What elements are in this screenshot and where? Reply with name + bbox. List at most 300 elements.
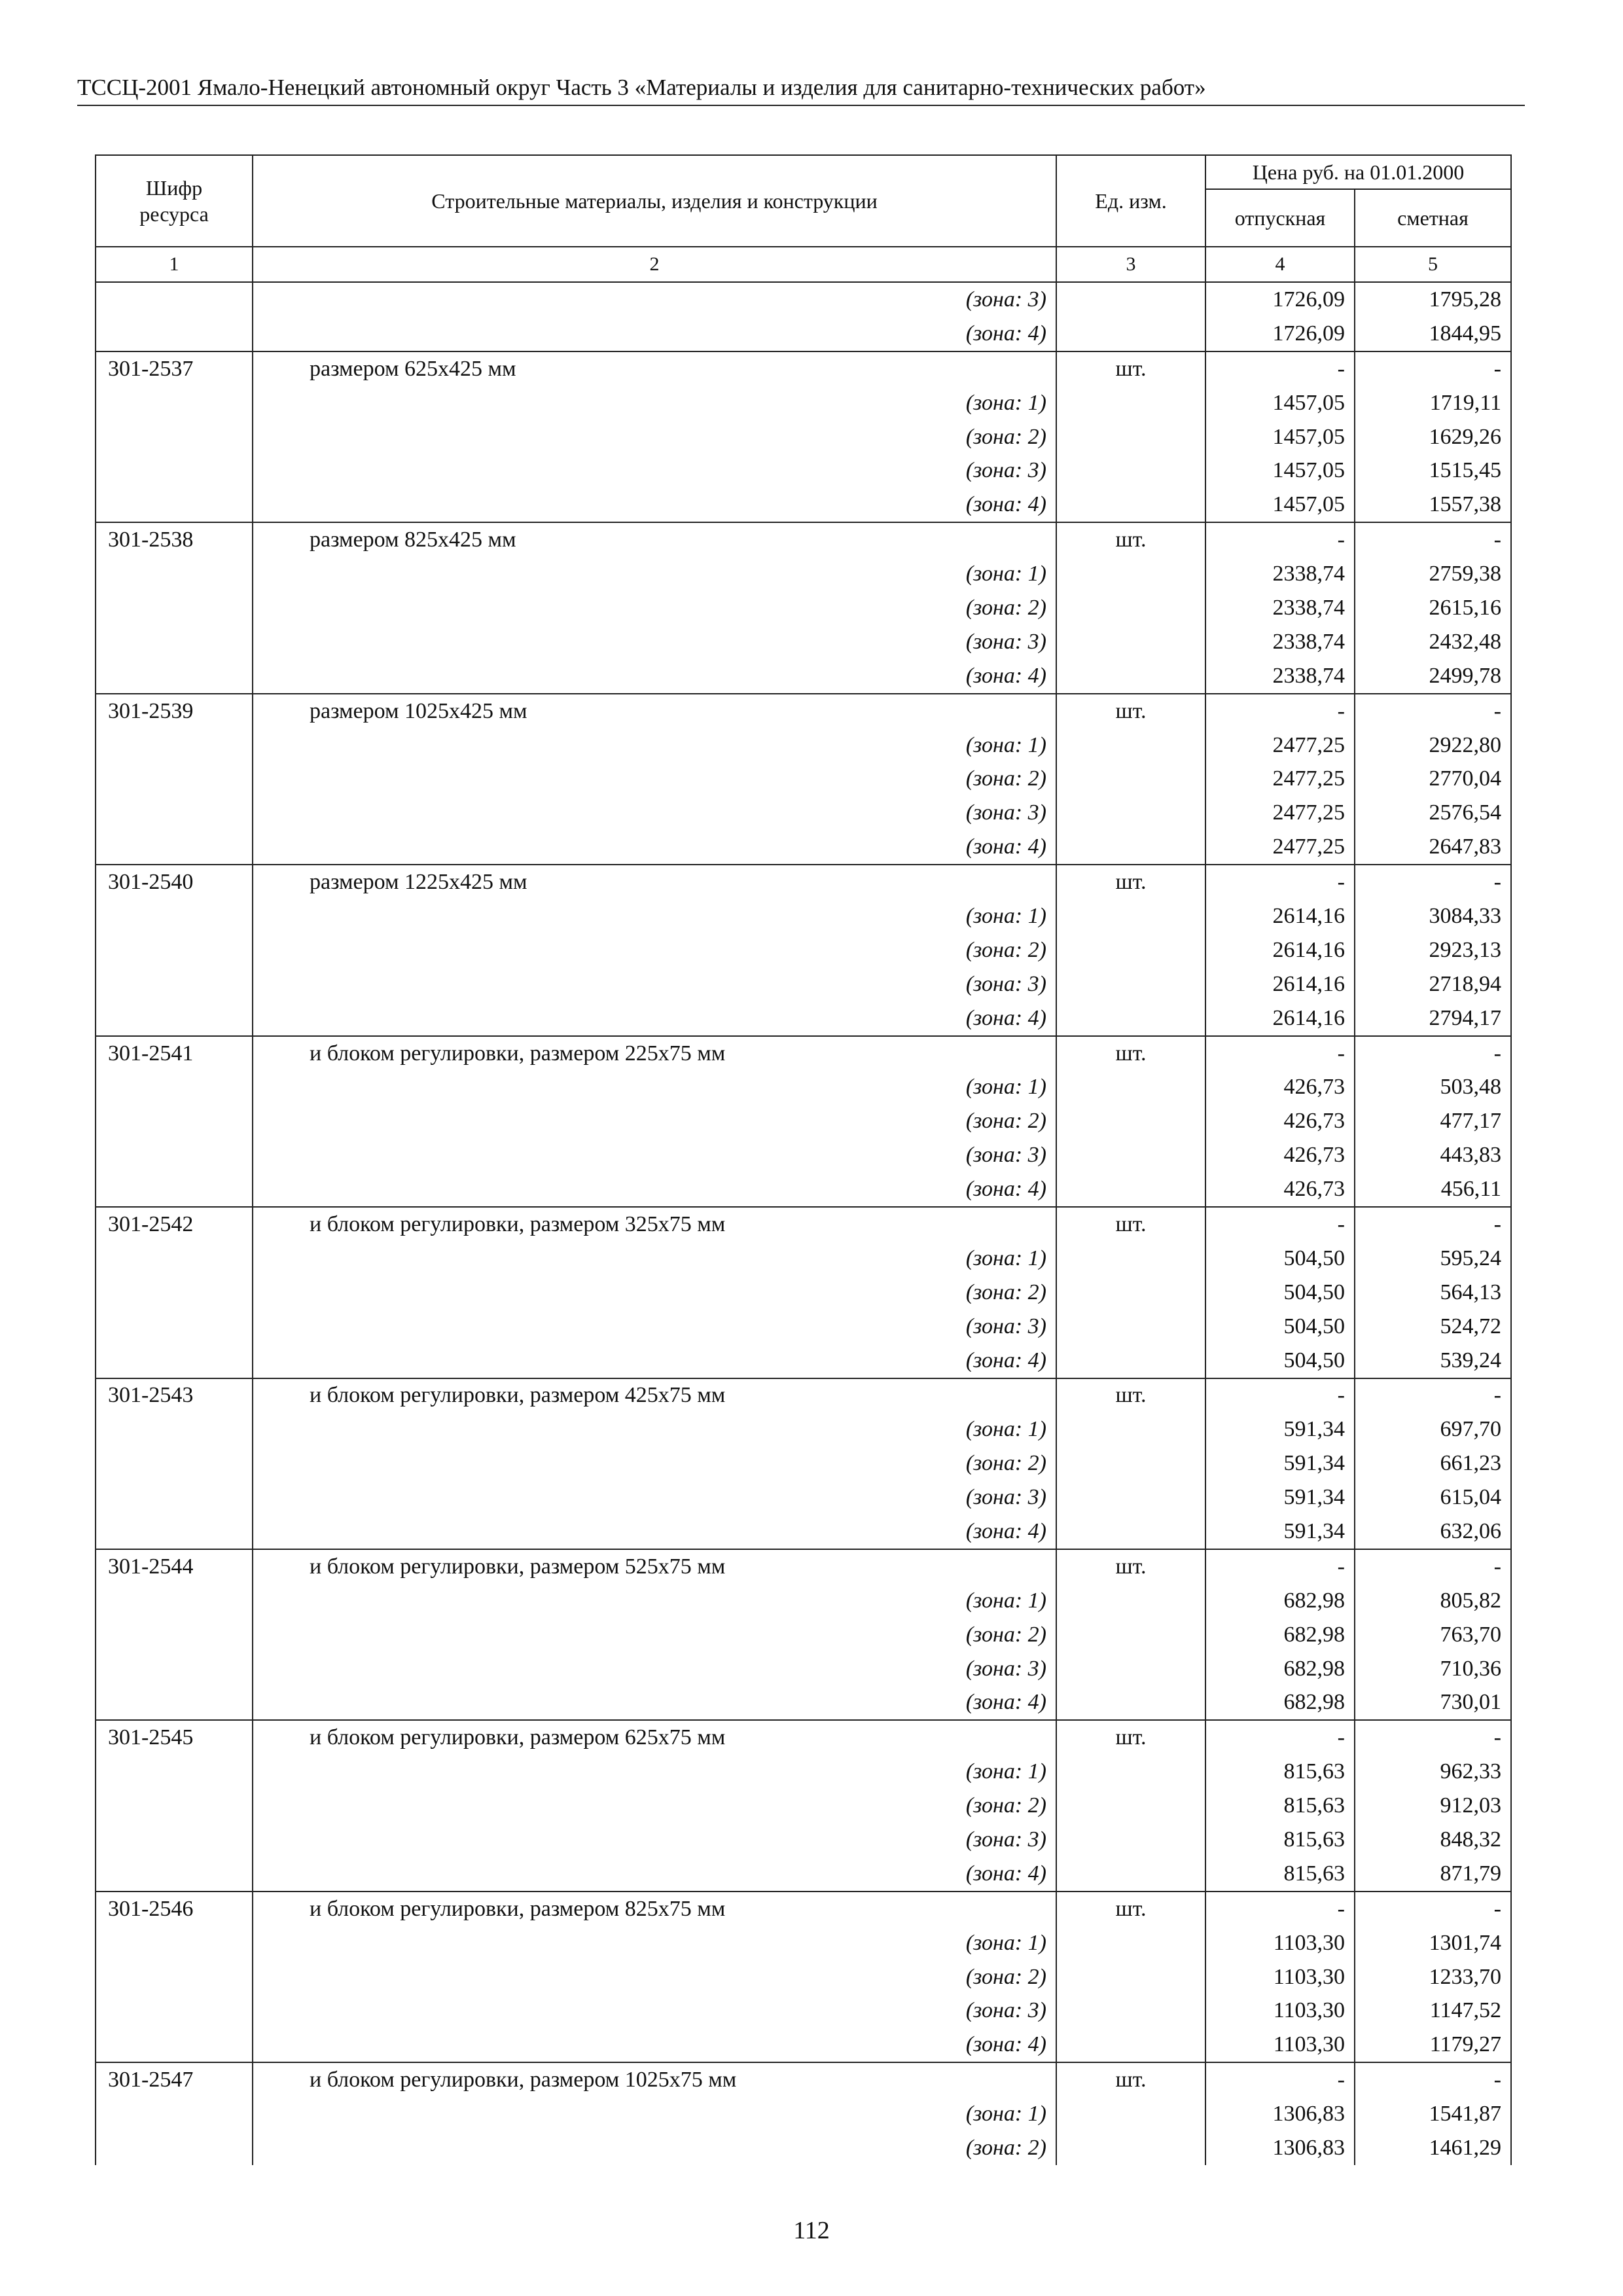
zone-label: (зона: 2) [253, 1446, 1056, 1480]
table-row [96, 1686, 1511, 1721]
table-row [96, 1138, 1511, 1172]
resource-code [96, 2131, 253, 2165]
table-row [96, 933, 1511, 967]
release-price: 2338,74 [1205, 659, 1355, 694]
release-price: 2338,74 [1205, 557, 1355, 591]
resource-code [96, 1857, 253, 1892]
release-price: - [1205, 1207, 1355, 1242]
table-row [96, 1892, 1511, 1926]
table-row [96, 1652, 1511, 1686]
release-price: 1457,05 [1205, 386, 1355, 420]
table-row [96, 1857, 1511, 1892]
resource-code [96, 1344, 253, 1378]
estimate-price: 730,01 [1355, 1686, 1511, 1721]
table-row [96, 1789, 1511, 1823]
resource-code: 301-2543 [96, 1378, 253, 1413]
table-row [96, 694, 1511, 728]
estimate-price: - [1355, 522, 1511, 557]
release-price: 1726,09 [1205, 317, 1355, 351]
release-price: 504,50 [1205, 1344, 1355, 1378]
zone-label: (зона: 1) [253, 557, 1056, 591]
resource-code [96, 762, 253, 796]
table-row [96, 454, 1511, 488]
release-price: 591,34 [1205, 1446, 1355, 1480]
item-name: размером 825x425 мм [253, 522, 1056, 557]
column-number: 1 [96, 247, 253, 282]
table-row [96, 282, 1511, 317]
resource-code [96, 454, 253, 488]
resource-code [96, 1652, 253, 1686]
release-price: 426,73 [1205, 1172, 1355, 1207]
resource-code [96, 1070, 253, 1104]
release-price: 1103,30 [1205, 1926, 1355, 1960]
unit-cell [1056, 2028, 1205, 2062]
unit-cell [1056, 967, 1205, 1001]
unit-cell: шт. [1056, 2062, 1205, 2097]
resource-code [96, 1584, 253, 1618]
unit-cell [1056, 2131, 1205, 2165]
zone-label: (зона: 4) [253, 1515, 1056, 1549]
table-row [96, 625, 1511, 659]
release-price: 1306,83 [1205, 2131, 1355, 2165]
table-row [96, 1242, 1511, 1276]
unit-cell [1056, 1446, 1205, 1480]
resource-code [96, 1755, 253, 1789]
unit-cell [1056, 1994, 1205, 2028]
resource-code [96, 728, 253, 762]
zone-label: (зона: 2) [253, 1960, 1056, 1994]
release-price: 426,73 [1205, 1070, 1355, 1104]
unit-cell: шт. [1056, 1207, 1205, 1242]
release-price: 426,73 [1205, 1138, 1355, 1172]
unit-cell [1056, 762, 1205, 796]
estimate-price: 2718,94 [1355, 967, 1511, 1001]
unit-cell [1056, 1960, 1205, 1994]
estimate-price: 1179,27 [1355, 2028, 1511, 2062]
estimate-price: 443,83 [1355, 1138, 1511, 1172]
release-price: - [1205, 694, 1355, 728]
resource-code [96, 1138, 253, 1172]
table-row [96, 728, 1511, 762]
table-row [96, 1207, 1511, 1242]
table-row [96, 1378, 1511, 1413]
zone-label: (зона: 1) [253, 1242, 1056, 1276]
resource-code [96, 830, 253, 865]
estimate-price: 564,13 [1355, 1276, 1511, 1310]
table-body [96, 282, 1511, 2165]
item-name: размером 625x425 мм [253, 351, 1056, 386]
resource-code [96, 2028, 253, 2062]
resource-code [96, 488, 253, 522]
table-row [96, 796, 1511, 830]
zone-label: (зона: 3) [253, 1823, 1056, 1857]
estimate-price: 1541,87 [1355, 2097, 1511, 2131]
header-divider [77, 105, 1525, 106]
estimate-price: 3084,33 [1355, 899, 1511, 933]
unit-cell [1056, 282, 1205, 317]
estimate-price: 2576,54 [1355, 796, 1511, 830]
release-price: 2477,25 [1205, 796, 1355, 830]
estimate-price: - [1355, 2062, 1511, 2097]
table-row [96, 420, 1511, 454]
zone-label: (зона: 2) [253, 420, 1056, 454]
release-price: 1306,83 [1205, 2097, 1355, 2131]
table-row [96, 2062, 1511, 2097]
table-row [96, 2097, 1511, 2131]
item-name: размером 1225x425 мм [253, 865, 1056, 899]
release-price: 591,34 [1205, 1412, 1355, 1446]
resource-code [96, 1515, 253, 1549]
unit-cell [1056, 1515, 1205, 1549]
resource-code [96, 899, 253, 933]
table-row [96, 1412, 1511, 1446]
release-price: - [1205, 1720, 1355, 1755]
zone-label: (зона: 3) [253, 967, 1056, 1001]
unit-cell [1056, 1686, 1205, 1721]
estimate-price: 456,11 [1355, 1172, 1511, 1207]
estimate-price: 1515,45 [1355, 454, 1511, 488]
release-price: 591,34 [1205, 1480, 1355, 1515]
release-price: 2477,25 [1205, 762, 1355, 796]
resource-code: 301-2540 [96, 865, 253, 899]
table-row [96, 1823, 1511, 1857]
release-price: - [1205, 2062, 1355, 2097]
table-row [96, 762, 1511, 796]
header-code: Шифр ресурса [96, 155, 253, 247]
release-price: 2338,74 [1205, 625, 1355, 659]
zone-label: (зона: 4) [253, 1686, 1056, 1721]
unit-cell [1056, 1172, 1205, 1207]
header-price-estimate: сметная [1355, 189, 1511, 247]
zone-label: (зона: 1) [253, 1755, 1056, 1789]
estimate-price: 1461,29 [1355, 2131, 1511, 2165]
table-row [96, 1480, 1511, 1515]
unit-cell [1056, 1001, 1205, 1036]
resource-code [96, 1001, 253, 1036]
estimate-price: 615,04 [1355, 1480, 1511, 1515]
zone-label: (зона: 3) [253, 1994, 1056, 2028]
resource-code [96, 1960, 253, 1994]
resource-code [96, 317, 253, 351]
unit-cell [1056, 1242, 1205, 1276]
estimate-price: 1557,38 [1355, 488, 1511, 522]
table-row [96, 1755, 1511, 1789]
release-price: 591,34 [1205, 1515, 1355, 1549]
estimate-price: - [1355, 351, 1511, 386]
estimate-price: 2499,78 [1355, 659, 1511, 694]
release-price: 2477,25 [1205, 830, 1355, 865]
release-price: - [1205, 351, 1355, 386]
resource-code [96, 1242, 253, 1276]
resource-code [96, 420, 253, 454]
table-row [96, 317, 1511, 351]
resource-code: 301-2541 [96, 1036, 253, 1071]
release-price: 2614,16 [1205, 1001, 1355, 1036]
zone-label: (зона: 4) [253, 1172, 1056, 1207]
table-row [96, 967, 1511, 1001]
estimate-price: 2759,38 [1355, 557, 1511, 591]
estimate-price: 503,48 [1355, 1070, 1511, 1104]
resource-code [96, 1618, 253, 1652]
resource-code [96, 591, 253, 625]
estimate-price: 661,23 [1355, 1446, 1511, 1480]
estimate-price: 2647,83 [1355, 830, 1511, 865]
unit-cell [1056, 796, 1205, 830]
estimate-price: 763,70 [1355, 1618, 1511, 1652]
column-number: 3 [1056, 247, 1205, 282]
release-price: 682,98 [1205, 1584, 1355, 1618]
unit-cell [1056, 1104, 1205, 1138]
zone-label: (зона: 1) [253, 1412, 1056, 1446]
estimate-price: 2923,13 [1355, 933, 1511, 967]
zone-label: (зона: 2) [253, 762, 1056, 796]
release-price: - [1205, 522, 1355, 557]
table-row [96, 659, 1511, 694]
zone-label: (зона: 3) [253, 625, 1056, 659]
table-row [96, 386, 1511, 420]
unit-cell: шт. [1056, 1378, 1205, 1413]
table-row [96, 899, 1511, 933]
release-price: 1457,05 [1205, 488, 1355, 522]
unit-cell [1056, 488, 1205, 522]
release-price: 504,50 [1205, 1310, 1355, 1344]
release-price: - [1205, 1378, 1355, 1413]
estimate-price: 1629,26 [1355, 420, 1511, 454]
zone-label: (зона: 4) [253, 1344, 1056, 1378]
zone-label: (зона: 4) [253, 488, 1056, 522]
table-row [96, 1172, 1511, 1207]
release-price: 815,63 [1205, 1857, 1355, 1892]
estimate-price: 848,32 [1355, 1823, 1511, 1857]
unit-cell: шт. [1056, 1892, 1205, 1926]
item-name: и блоком регулировки, размером 525x75 мм [253, 1549, 1056, 1584]
zone-label: (зона: 4) [253, 659, 1056, 694]
resource-code [96, 967, 253, 1001]
unit-cell: шт. [1056, 1549, 1205, 1584]
unit-cell [1056, 1823, 1205, 1857]
zone-label: (зона: 2) [253, 933, 1056, 967]
resource-code [96, 557, 253, 591]
zone-label: (зона: 1) [253, 728, 1056, 762]
column-number: 5 [1355, 247, 1511, 282]
release-price: 1457,05 [1205, 420, 1355, 454]
release-price: 815,63 [1205, 1789, 1355, 1823]
unit-cell [1056, 591, 1205, 625]
zone-label: (зона: 2) [253, 1276, 1056, 1310]
resource-code [96, 1480, 253, 1515]
unit-cell [1056, 1310, 1205, 1344]
estimate-price: 1795,28 [1355, 282, 1511, 317]
release-price: 1103,30 [1205, 1960, 1355, 1994]
zone-label: (зона: 2) [253, 1618, 1056, 1652]
release-price: 2614,16 [1205, 967, 1355, 1001]
estimate-price: 1147,52 [1355, 1994, 1511, 2028]
resource-code: 301-2544 [96, 1549, 253, 1584]
zone-label: (зона: 1) [253, 899, 1056, 933]
table-row [96, 1070, 1511, 1104]
estimate-price: - [1355, 865, 1511, 899]
resource-code: 301-2547 [96, 2062, 253, 2097]
unit-cell [1056, 420, 1205, 454]
table-row [96, 1104, 1511, 1138]
release-price: 682,98 [1205, 1652, 1355, 1686]
resource-code: 301-2542 [96, 1207, 253, 1242]
resource-code [96, 933, 253, 967]
resource-code [96, 625, 253, 659]
table-row [96, 1446, 1511, 1480]
unit-cell [1056, 2097, 1205, 2131]
unit-cell [1056, 899, 1205, 933]
resource-code: 301-2538 [96, 522, 253, 557]
resource-code [96, 282, 253, 317]
unit-cell [1056, 1138, 1205, 1172]
zone-label: (зона: 3) [253, 1480, 1056, 1515]
zone-label: (зона: 1) [253, 1070, 1056, 1104]
table-row [96, 1515, 1511, 1549]
estimate-price: 871,79 [1355, 1857, 1511, 1892]
table-row [96, 1584, 1511, 1618]
header-name: Строительные материалы, изделия и конструкции [253, 155, 1056, 247]
unit-cell [1056, 386, 1205, 420]
table-row [96, 1960, 1511, 1994]
table-row [96, 1926, 1511, 1960]
unit-cell [1056, 1857, 1205, 1892]
release-price: 504,50 [1205, 1242, 1355, 1276]
zone-label: (зона: 1) [253, 1926, 1056, 1960]
zone-label: (зона: 3) [253, 796, 1056, 830]
unit-cell [1056, 830, 1205, 865]
zone-label: (зона: 4) [253, 1001, 1056, 1036]
zone-label: (зона: 2) [253, 591, 1056, 625]
header-price-release: отпускная [1205, 189, 1355, 247]
resource-code [96, 1926, 253, 1960]
estimate-price: - [1355, 1207, 1511, 1242]
resource-code [96, 1789, 253, 1823]
estimate-price: 1719,11 [1355, 386, 1511, 420]
item-name: и блоком регулировки, размером 625x75 мм [253, 1720, 1056, 1755]
estimate-price: 697,70 [1355, 1412, 1511, 1446]
resource-code [96, 1276, 253, 1310]
zone-label: (зона: 3) [253, 1652, 1056, 1686]
release-price: - [1205, 1549, 1355, 1584]
resource-code [96, 796, 253, 830]
resource-code [96, 386, 253, 420]
table-row [96, 591, 1511, 625]
resource-code [96, 659, 253, 694]
unit-cell [1056, 728, 1205, 762]
item-name: и блоком регулировки, размером 425x75 мм [253, 1378, 1056, 1413]
estimate-price: 1844,95 [1355, 317, 1511, 351]
release-price: 1103,30 [1205, 2028, 1355, 2062]
unit-cell [1056, 659, 1205, 694]
table-row [96, 488, 1511, 522]
estimate-price: 805,82 [1355, 1584, 1511, 1618]
estimate-price: - [1355, 694, 1511, 728]
zone-label: (зона: 1) [253, 386, 1056, 420]
estimate-price: 2432,48 [1355, 625, 1511, 659]
estimate-price: - [1355, 1892, 1511, 1926]
release-price: 1103,30 [1205, 1994, 1355, 2028]
zone-label: (зона: 3) [253, 282, 1056, 317]
resource-code [96, 1823, 253, 1857]
release-price: - [1205, 865, 1355, 899]
unit-cell [1056, 317, 1205, 351]
estimate-price: 2922,80 [1355, 728, 1511, 762]
unit-cell [1056, 1276, 1205, 1310]
table-row [96, 1549, 1511, 1584]
estimate-price: 539,24 [1355, 1344, 1511, 1378]
estimate-price: 2615,16 [1355, 591, 1511, 625]
release-price: 504,50 [1205, 1276, 1355, 1310]
table-row [96, 1001, 1511, 1036]
zone-label: (зона: 4) [253, 2028, 1056, 2062]
unit-cell [1056, 1652, 1205, 1686]
table-row [96, 1344, 1511, 1378]
zone-label: (зона: 4) [253, 317, 1056, 351]
zone-label: (зона: 4) [253, 830, 1056, 865]
estimate-price: 524,72 [1355, 1310, 1511, 1344]
item-name: размером 1025x425 мм [253, 694, 1056, 728]
release-price: 2338,74 [1205, 591, 1355, 625]
estimate-price: - [1355, 1036, 1511, 1071]
table-header [96, 155, 1511, 282]
zone-label: (зона: 1) [253, 1584, 1056, 1618]
estimate-price: 2770,04 [1355, 762, 1511, 796]
release-price: 1726,09 [1205, 282, 1355, 317]
zone-label: (зона: 2) [253, 1104, 1056, 1138]
header-price: Цена руб. на 01.01.2000 [1205, 155, 1511, 189]
table-row [96, 1994, 1511, 2028]
estimate-price: 710,36 [1355, 1652, 1511, 1686]
release-price: - [1205, 1036, 1355, 1071]
header-unit: Ед. изм. [1056, 155, 1205, 247]
release-price: 1457,05 [1205, 454, 1355, 488]
estimate-price: 1301,74 [1355, 1926, 1511, 1960]
estimate-price: 632,06 [1355, 1515, 1511, 1549]
unit-cell [1056, 454, 1205, 488]
resource-code [96, 1446, 253, 1480]
unit-cell [1056, 933, 1205, 967]
resource-code [96, 1310, 253, 1344]
item-name: и блоком регулировки, размером 825x75 мм [253, 1892, 1056, 1926]
table-row [96, 1618, 1511, 1652]
item-name: и блоком регулировки, размером 1025x75 мм [253, 2062, 1056, 2097]
unit-cell [1056, 1755, 1205, 1789]
table-row [96, 1036, 1511, 1071]
table-row [96, 522, 1511, 557]
table-row [96, 1310, 1511, 1344]
zone-label: (зона: 3) [253, 454, 1056, 488]
zone-label: (зона: 2) [253, 2131, 1056, 2165]
unit-cell: шт. [1056, 694, 1205, 728]
table-row [96, 2131, 1511, 2165]
resource-code [96, 1104, 253, 1138]
release-price: 2614,16 [1205, 899, 1355, 933]
estimate-price: 912,03 [1355, 1789, 1511, 1823]
unit-cell: шт. [1056, 522, 1205, 557]
release-price: 815,63 [1205, 1755, 1355, 1789]
estimate-price: 2794,17 [1355, 1001, 1511, 1036]
item-name: и блоком регулировки, размером 225x75 мм [253, 1036, 1056, 1071]
estimate-price: 1233,70 [1355, 1960, 1511, 1994]
zone-label: (зона: 1) [253, 2097, 1056, 2131]
estimate-price: 962,33 [1355, 1755, 1511, 1789]
table-row [96, 557, 1511, 591]
estimate-price: 477,17 [1355, 1104, 1511, 1138]
unit-cell: шт. [1056, 1036, 1205, 1071]
resource-code [96, 2097, 253, 2131]
estimate-price: - [1355, 1720, 1511, 1755]
